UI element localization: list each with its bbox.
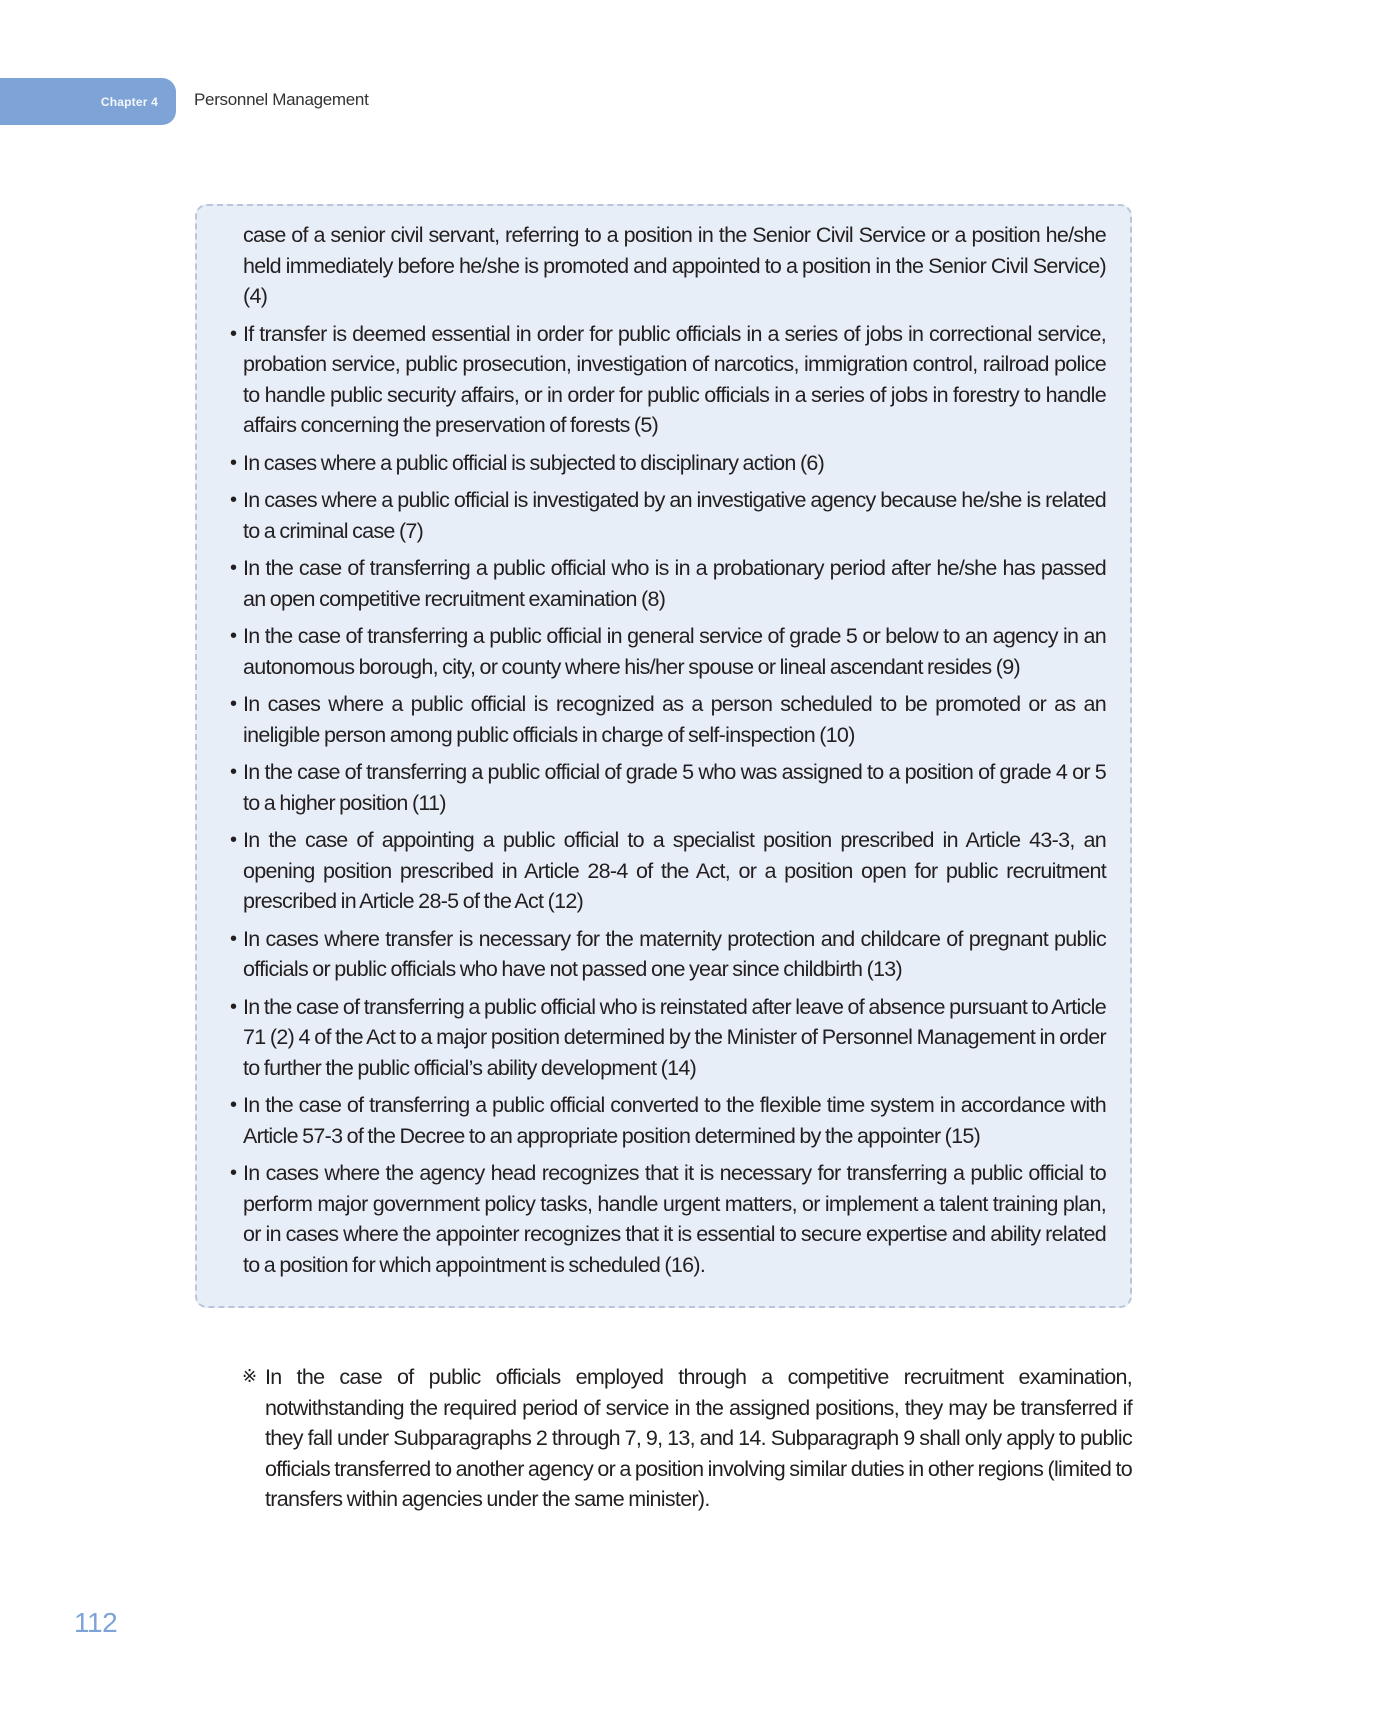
bullet-icon: • [230,693,237,715]
bullet-icon: • [230,489,237,511]
list-item [230,689,1106,750]
list-item [230,1090,1106,1151]
bullet-icon: • [230,322,237,345]
list-item [230,1158,1106,1280]
list-item [230,757,1106,818]
list-item [230,448,1106,479]
list-item-text: In cases where the agency head recognizes that it is necessary for transferring a public official to perform major government policy tasks, handle urgent matters, or implement a talent training plan, or in cases where the appointer recognizes that it is essential to secure expertise and ability related to a position for which appointment is scheduled (16). [243,1161,1106,1277]
list-item [230,553,1106,614]
list-item-text: In the case of transferring a public official converted to the flexible time system in accordance with Article 57-3 of the Decree to an appropriate position determined by the appointer (15) [243,1093,1106,1148]
list-item-text: In the case of transferring a public official who is reinstated after leave of absence pursuant to Article 71 (2) 4 of the Act to a major position determined by the Minister of Personnel Management in order to further the public official’s ability development (14) [243,994,1106,1080]
bullet-list [230,319,1106,1281]
content-box [195,204,1132,1308]
list-item-text: In cases where a public official is investigated by an investigative agency because he/she is related to a criminal case (7) [243,488,1106,543]
bullet-icon: • [230,557,237,579]
list-item [230,825,1106,917]
list-item-text: In the case of transferring a public official in general service of grade 5 or below to an agency in an autonomous borough, city, or county where his/her spouse or lineal ascendant resides (9) [243,624,1106,679]
reference-mark-icon: ※ [242,1366,257,1387]
list-item-text: In the case of transferring a public official of grade 5 who was assigned to a position of grade 4 or 5 to a higher position (11) [243,760,1106,815]
chapter-title: Personnel Management [194,90,369,109]
lead-paragraph: case of a senior civil servant, referring to a position in the Senior Civil Service or a position he/she held immediately before he/she is promoted and appointed to a position in the Senior Civil Service) (4) [243,223,1106,308]
note-text: In the case of public officials employed through a competitive recruitment examination, notwithstanding the required period of service in the assigned positions, they may be transferred if they fall under Subparagraphs 2 through 7, 9, 13, and 14. Subparagraph 9 shall only apply to public officials transferred to another agency or a position involving similar duties in other regions (limited to transfers within agencies under the same minister). [265,1365,1132,1511]
list-item [230,319,1106,441]
chapter-label: Chapter 4 [100,94,158,109]
bullet-icon: • [230,451,237,474]
bullet-icon: • [230,625,237,647]
list-item-text: In cases where transfer is necessary for the maternity protection and childcare of pregnant public officials or public officials who have not passed one year since childbirth (13) [243,926,1106,981]
list-item-text: In cases where a public official is recognized as a person scheduled to be promoted or as an ineligible person among public officials in charge of self-inspection (10) [243,692,1106,747]
bullet-icon: • [230,1162,237,1184]
list-item-text: In the case of appointing a public official to a specialist position prescribed in Article 43-3, an opening position prescribed in Article 28-4 of the Act, or a position open for public recruitment prescribed in Article 28-5 of the Act (12) [243,828,1106,913]
list-item-text: If transfer is deemed essential in order for public officials in a series of jobs in correctional service, probation service, public prosecution, investigation of narcotics, immigration control, railroad police to handle public security affairs, or in order for public officials in a series of jobs in forestry to handle affairs concerning the preservation of forests (5) [243,321,1106,437]
bullet-icon: • [230,1094,237,1116]
note-paragraph [244,1362,1132,1515]
bullet-icon: • [230,927,237,950]
chapter-tab [0,78,176,125]
list-item-text: In cases where a public official is subjected to disciplinary action (6) [243,450,825,475]
bullet-icon: • [230,995,237,1018]
page-number: 112 [74,1607,118,1638]
list-item [230,621,1106,682]
bullet-icon: • [230,829,237,851]
bullet-icon: • [230,761,237,783]
list-item [230,992,1106,1084]
list-item [230,924,1106,985]
list-item [230,485,1106,546]
list-item-text: In the case of transferring a public official who is in a probationary period after he/she has passed an open competitive recruitment examination (8) [243,556,1106,611]
